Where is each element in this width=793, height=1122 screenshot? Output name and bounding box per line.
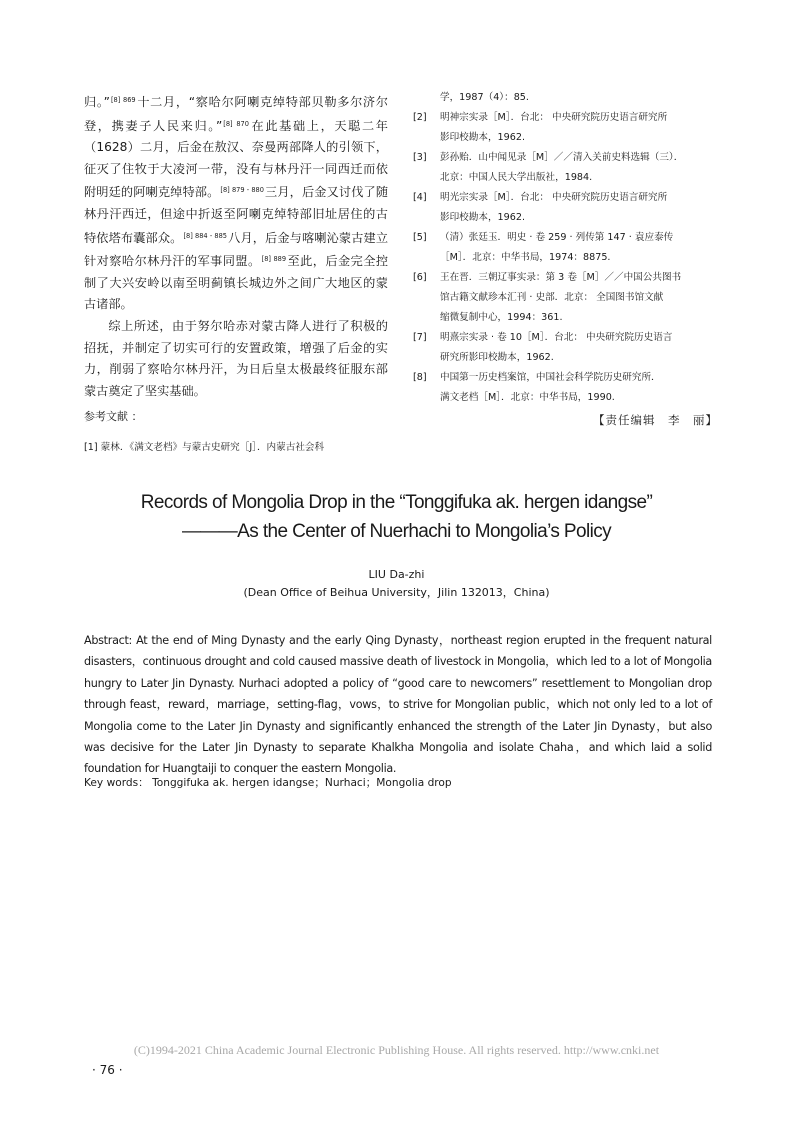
citation: [8] 870 — [223, 119, 249, 128]
reference-line: 王在晋．三朝辽事实录：第 3 卷［M］／／中国公共图书 — [440, 272, 682, 283]
reference-line: 明熹宗实录 · 卷 10［M］．台北： 中央研究院历史语言 — [440, 332, 673, 343]
text-run: 三月，后金又讨伐了随林丹汗西迁，但途中折返至阿喇克绰特部旧址居住的古特依塔布囊部众。 — [84, 185, 389, 245]
reference-number: [4] — [413, 192, 427, 203]
reference-line: 明光宗实录［M］．台北： 中央研究院历史语言研究所 — [440, 192, 668, 203]
reference-item — [413, 148, 718, 188]
reference-number: [8] — [413, 372, 427, 383]
reference-line: 北京：中国人民大学出版社，1984. — [440, 172, 593, 183]
reference-number: [6] — [413, 272, 427, 283]
body-paragraph — [84, 90, 388, 316]
reference-line: （清）张廷玉．明史 · 卷 259 · 列传第 147 · 袁应泰传 — [440, 232, 674, 243]
text-run: 归。” — [84, 95, 110, 109]
reference-item — [413, 188, 718, 228]
reference-line: 彭孙贻．山中闻见录［M］／／清入关前史料选辑（三）． — [440, 152, 684, 163]
citation: [8] 869 — [110, 96, 136, 104]
english-title — [80, 488, 713, 546]
right-column — [413, 90, 718, 428]
english-title-line: Records of Mongolia Drop in the “Tonggifuka ak. hergen idangse” — [140, 492, 653, 513]
responsible-editor: 【责任编辑 李 丽】 — [593, 413, 718, 427]
reference-line: 研究所影印校勘本，1962. — [440, 352, 554, 363]
reference-line: 中国第一历史档案馆，中国社会科学院历史研究所． — [440, 372, 661, 383]
english-abstract: Abstract: At the end of Ming Dynasty and the early Qing Dynasty，northeast region erupted in the frequent natural disasters，continuous drought and cold caused massive death of livestock in Mongolia，which led to a lot of Mongolia hungry to Later Jin Dynasty. Nurhaci adopted a policy of “good care to newcomers” resettlement to Mongolian drop through feast，reward，marriage，setting-flag，vows，to strive for Mongolian public，which not only led to a lot of Mongolia come to the Later Jin Dynasty and significantly enhanced the strength of the Later Jin Dynasty，but also was decisive for the Later Jin Dynasty to separate Khalkha Mongolia and isolate Chaha，and which laid a solid foundation for Huangtaiji to conquer the eastern Mongolia. — [84, 634, 712, 776]
reference-line: 满文老档［M］．北京：中华书局，1990. — [440, 392, 615, 403]
reference-number: [5] — [413, 232, 427, 243]
left-column — [84, 90, 388, 458]
page-number: · 76 · — [92, 1063, 123, 1077]
citation: [8] 884 - 885 — [183, 231, 228, 240]
reference-item — [413, 108, 718, 148]
reference-item — [413, 368, 718, 408]
reference-line: ［M］．北京：中华书局，1974：8875. — [440, 252, 611, 263]
reference-line: 影印校勘本，1962. — [440, 132, 526, 143]
reference-line: 影印校勘本，1962. — [440, 212, 526, 223]
author-block — [80, 566, 713, 602]
text-run: 至此，后金完全控制了大兴安岭以南至明蓟镇长城边外之间广大地区的蒙古诸部。 — [84, 254, 389, 312]
english-subtitle-line: ———As the Center of Nuerhachi to Mongolia’s Policy — [181, 521, 612, 542]
reference-number: [2] — [413, 112, 427, 123]
author-name: LIU Da-zhi — [368, 568, 425, 581]
reference-line: 缩微复制中心，1994：361. — [440, 312, 563, 323]
reference-number: [3] — [413, 152, 427, 163]
english-keywords: Key words： Tonggifuka ak. hergen idangse；Nurhaci；Mongolia drop — [84, 777, 452, 789]
conclusion-paragraph: 综上所述，由于努尔哈赤对蒙古降人进行了积极的招抚，并制定了切实可行的安置政策，增强了后金的实力，削弱了察哈尔林丹汗，为日后皇太极最终征服东部蒙古奠定了坚实基础。 — [84, 318, 388, 398]
reference-line: 馆古籍文献珍本汇刊 · 史部．北京： 全国图书馆文献 — [440, 292, 664, 303]
author-affiliation: (Dean Office of Beihua University，Jilin 132013，China) — [243, 586, 550, 599]
citation: [8] 889 — [261, 255, 287, 264]
references-heading: 参考文献 ： — [84, 410, 143, 424]
text-run: 在此基础上，天聪二年（1628）二月，后金在敖汉、奈曼两部降人的引领下，征灭了住牧于大凌河一带，没有与林丹汗一同西迁而依附明廷的阿喇克绰特部。 — [84, 118, 388, 200]
text-run: 十二月，“察哈尔阿喇克绰特部贝勒多尔济尔登，携妻子人民来归。” — [84, 95, 388, 133]
citation: [8] 879 - 880 — [220, 186, 264, 195]
reference-line: 明神宗实录［M］．台北： 中央研究院历史语言研究所 — [440, 112, 668, 123]
reference-item — [413, 268, 718, 328]
reference-continuation: 学，1987（4）：85. — [440, 92, 529, 103]
reference-item — [413, 328, 718, 368]
reference-number: [7] — [413, 332, 427, 343]
text-run: 八月，后金与喀喇沁蒙古建立针对察哈尔林丹汗的军事同盟。 — [84, 230, 389, 269]
copyright-watermark: (C)1994-2021 China Academic Journal Electronic Publishing House. All rights reserved. http://www.cnki.net — [133, 1043, 660, 1057]
reference-item: [1] 蒙林．《满文老档》与蒙古史研究［J］．内蒙古社会科 — [84, 442, 325, 454]
reference-item — [413, 228, 718, 268]
